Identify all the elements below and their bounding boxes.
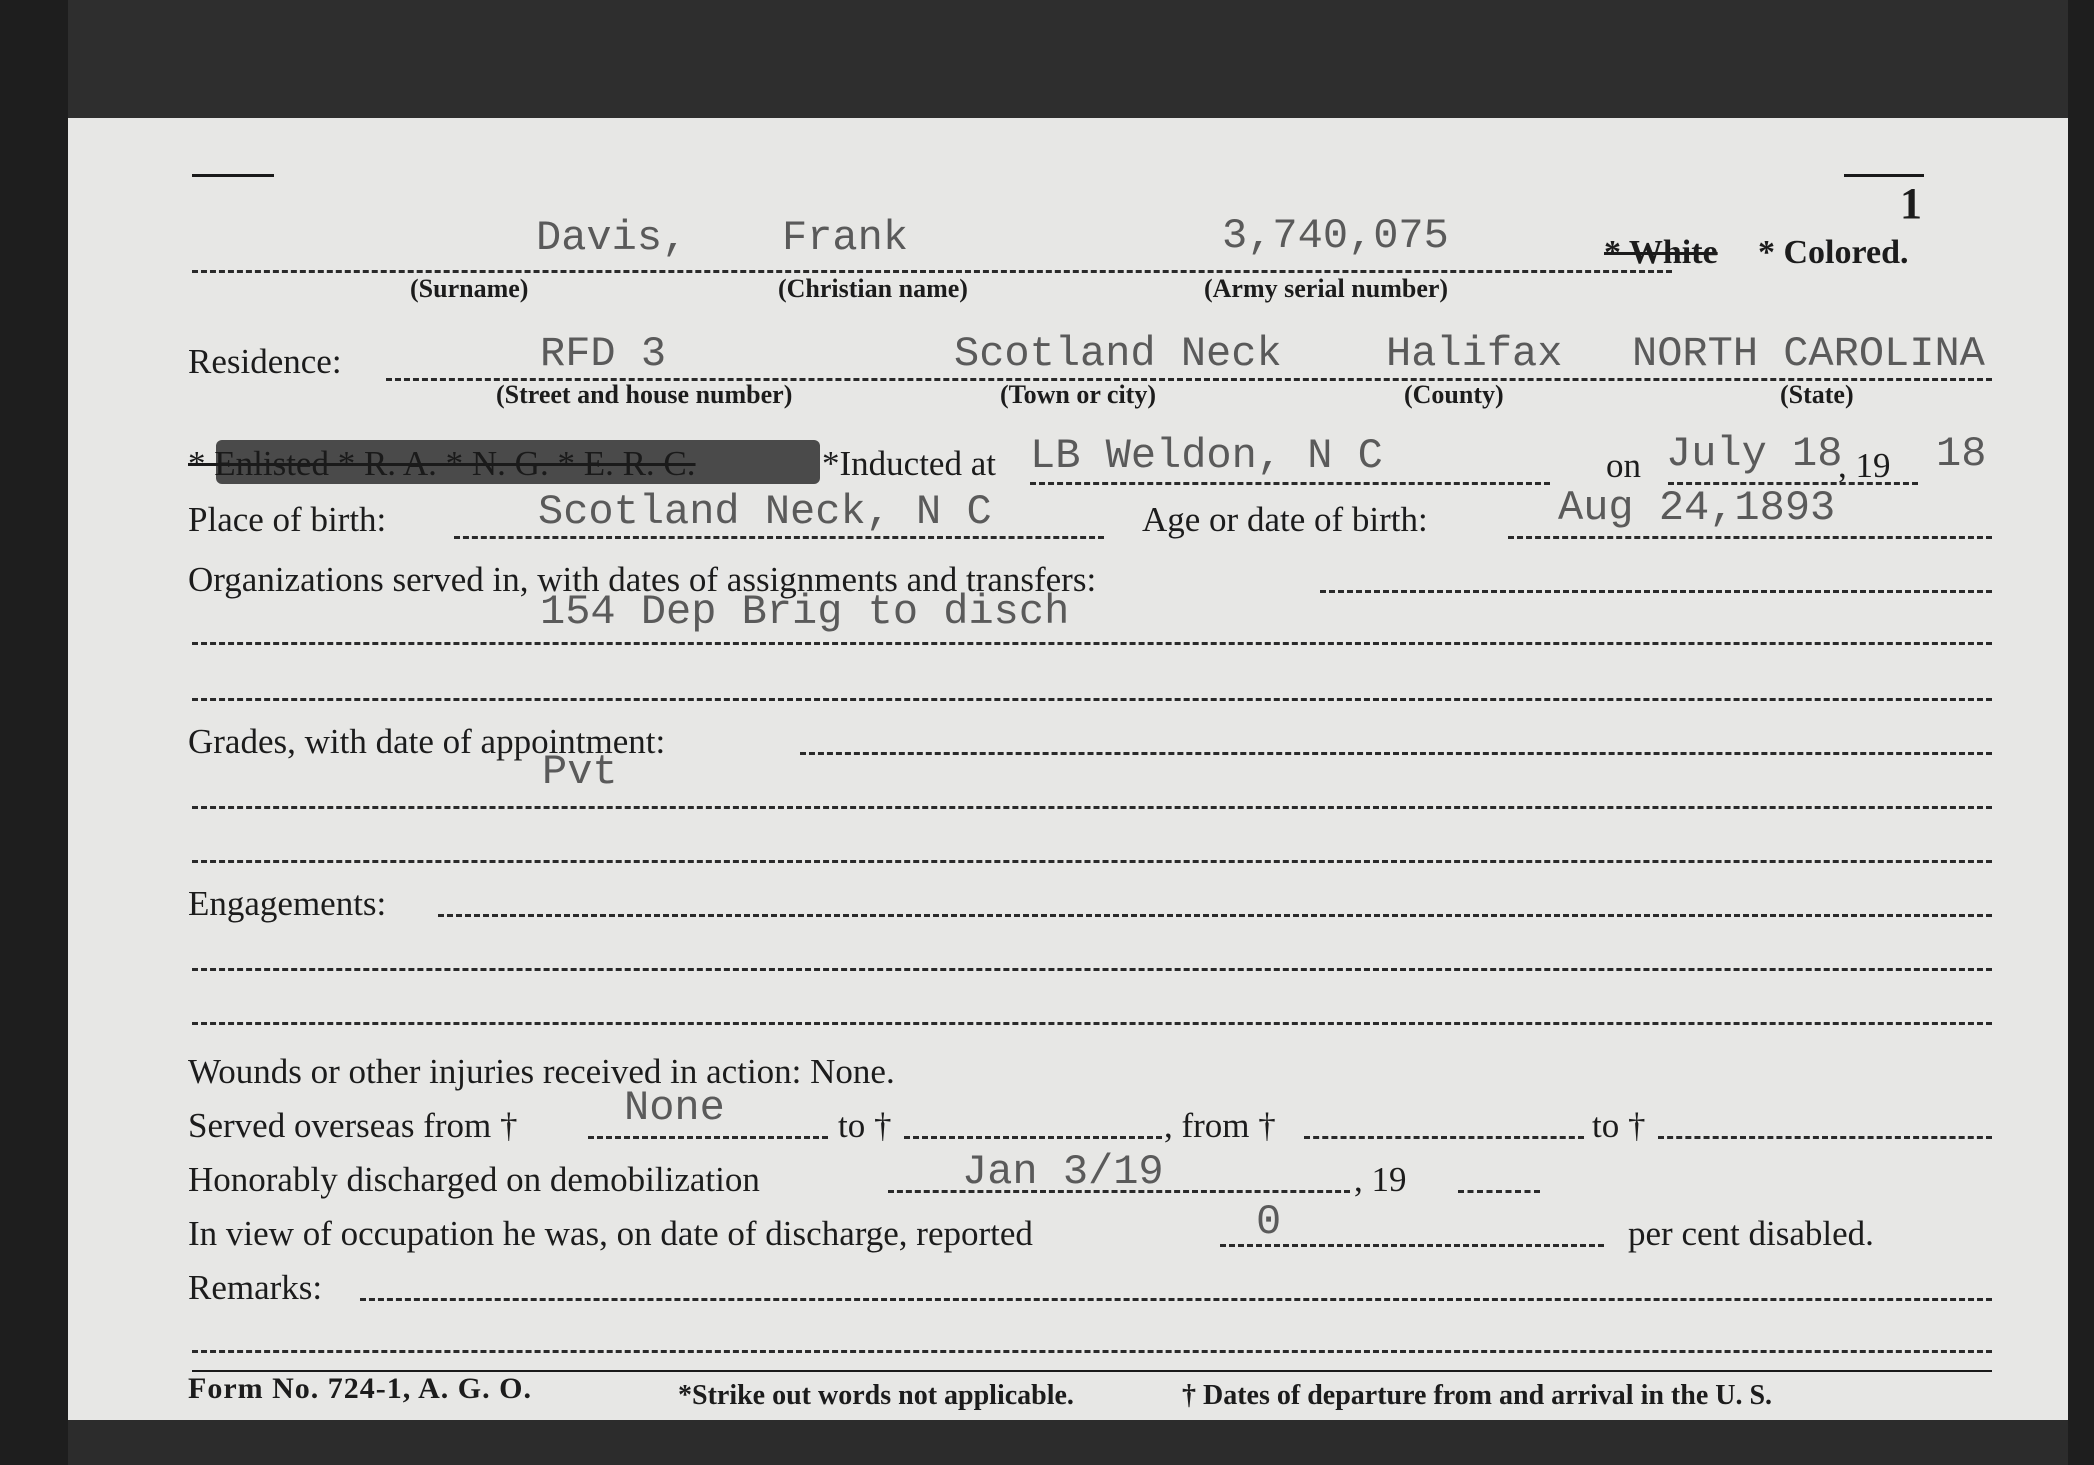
form-number: Form No. 724-1, A. G. O. bbox=[188, 1372, 532, 1405]
remarks-label: Remarks: bbox=[188, 1268, 323, 1307]
induction-year-prefix: , 19 bbox=[1838, 446, 1891, 485]
overseas-from-label-2: , from † bbox=[1164, 1106, 1276, 1145]
discharge-date-line bbox=[888, 1190, 1350, 1193]
christian-name-caption: (Christian name) bbox=[778, 274, 968, 303]
organizations-line-1 bbox=[1320, 590, 1992, 593]
date-of-birth-label: Age or date of birth: bbox=[1142, 500, 1428, 539]
inducted-place-value: LB Weldon, N C bbox=[1030, 432, 1383, 480]
engagements-line-1 bbox=[438, 914, 1992, 917]
disability-value: 0 bbox=[1256, 1198, 1282, 1246]
scanner-background-right bbox=[2068, 0, 2094, 1465]
scanner-background-bottom bbox=[68, 1420, 2068, 1465]
date-of-birth-value: Aug 24,1893 bbox=[1558, 484, 1836, 532]
place-of-birth-label: Place of birth: bbox=[188, 500, 387, 539]
scanner-background-top bbox=[0, 0, 2094, 120]
state-caption: (State) bbox=[1780, 380, 1854, 409]
name-row-line bbox=[192, 270, 1672, 273]
county-caption: (County) bbox=[1404, 380, 1504, 409]
discharge-year-line bbox=[1458, 1190, 1540, 1193]
residence-label: Residence: bbox=[188, 342, 342, 381]
discharge-label: Honorably discharged on demobilization bbox=[188, 1160, 760, 1199]
remarks-line-1 bbox=[360, 1298, 1992, 1301]
residence-state-value: NORTH CAROLINA bbox=[1632, 330, 1985, 378]
engagements-line-2 bbox=[192, 968, 1992, 971]
disability-label: In view of occupation he was, on date of discharge, reported bbox=[188, 1214, 1033, 1253]
residence-county-value: Halifax bbox=[1386, 330, 1563, 378]
disability-line bbox=[1220, 1244, 1604, 1247]
served-overseas-label: Served overseas from † bbox=[188, 1106, 518, 1145]
race-white-option: * White bbox=[1604, 234, 1718, 271]
overseas-to-line-1 bbox=[904, 1136, 1162, 1139]
date-of-birth-line bbox=[1508, 536, 1992, 539]
organizations-value: 154 Dep Brig to disch bbox=[540, 588, 1070, 636]
card-number: 1 bbox=[1900, 179, 1922, 228]
grades-line-2 bbox=[192, 806, 1992, 809]
remarks-line-2 bbox=[192, 1350, 1992, 1353]
grades-line-3 bbox=[192, 860, 1992, 863]
organizations-line-3 bbox=[192, 698, 1992, 701]
grades-label: Grades, with date of appointment: bbox=[188, 722, 666, 761]
christian-name-value: Frank bbox=[782, 214, 909, 262]
corner-rule-left bbox=[192, 174, 274, 177]
grades-line-1 bbox=[800, 752, 1992, 755]
surname-value: Davis, bbox=[536, 214, 688, 262]
town-caption: (Town or city) bbox=[1000, 380, 1156, 409]
engagements-label: Engagements: bbox=[188, 884, 387, 923]
induction-year-value: 18 bbox=[1936, 430, 1987, 478]
place-of-birth-line bbox=[454, 536, 1104, 539]
inducted-at-label: *Inducted at bbox=[822, 444, 996, 483]
surname-caption: (Surname) bbox=[410, 274, 529, 303]
overseas-to-label-1: to † bbox=[838, 1106, 892, 1145]
discharge-date-value: Jan 3/19 bbox=[962, 1148, 1164, 1196]
inducted-place-line bbox=[1030, 482, 1550, 485]
induction-on-label: on bbox=[1606, 446, 1641, 485]
enlistment-options: * Enlisted * R. A. * N. G. * E. R. C. bbox=[188, 444, 696, 483]
overseas-from-line-2 bbox=[1304, 1136, 1584, 1139]
corner-rule-right bbox=[1844, 174, 1924, 177]
grades-value: Pvt bbox=[542, 748, 618, 796]
place-of-birth-value: Scotland Neck, N C bbox=[538, 488, 992, 536]
strike-out-note: *Strike out words not applicable. bbox=[678, 1380, 1074, 1411]
race-colored-option: * Colored. bbox=[1758, 234, 1909, 271]
discharge-year-label: , 19 bbox=[1354, 1160, 1407, 1199]
serial-number-value: 3,740,075 bbox=[1222, 212, 1449, 260]
organizations-label: Organizations served in, with dates of assignments and transfers: bbox=[188, 560, 1097, 599]
residence-town-value: Scotland Neck bbox=[954, 330, 1282, 378]
residence-street-value: RFD 3 bbox=[540, 330, 667, 378]
engagements-line-3 bbox=[192, 1022, 1992, 1025]
service-record-card bbox=[68, 118, 2068, 1420]
overseas-to-label-2: to † bbox=[1592, 1106, 1646, 1145]
serial-number-caption: (Army serial number) bbox=[1204, 274, 1449, 303]
organizations-line-2 bbox=[192, 642, 1992, 645]
served-overseas-value: None bbox=[624, 1084, 725, 1132]
overseas-to-line-2 bbox=[1658, 1136, 1992, 1139]
overseas-from-line bbox=[588, 1136, 828, 1139]
disability-suffix: per cent disabled. bbox=[1628, 1214, 1874, 1253]
induction-date-value: July 18 bbox=[1666, 430, 1843, 478]
scanner-background-left bbox=[0, 0, 68, 1465]
street-caption: (Street and house number) bbox=[496, 380, 793, 409]
dates-note: † Dates of departure from and arrival in the U. S. bbox=[1182, 1380, 1773, 1411]
wounds-label: Wounds or other injuries received in action: None. bbox=[188, 1052, 895, 1091]
